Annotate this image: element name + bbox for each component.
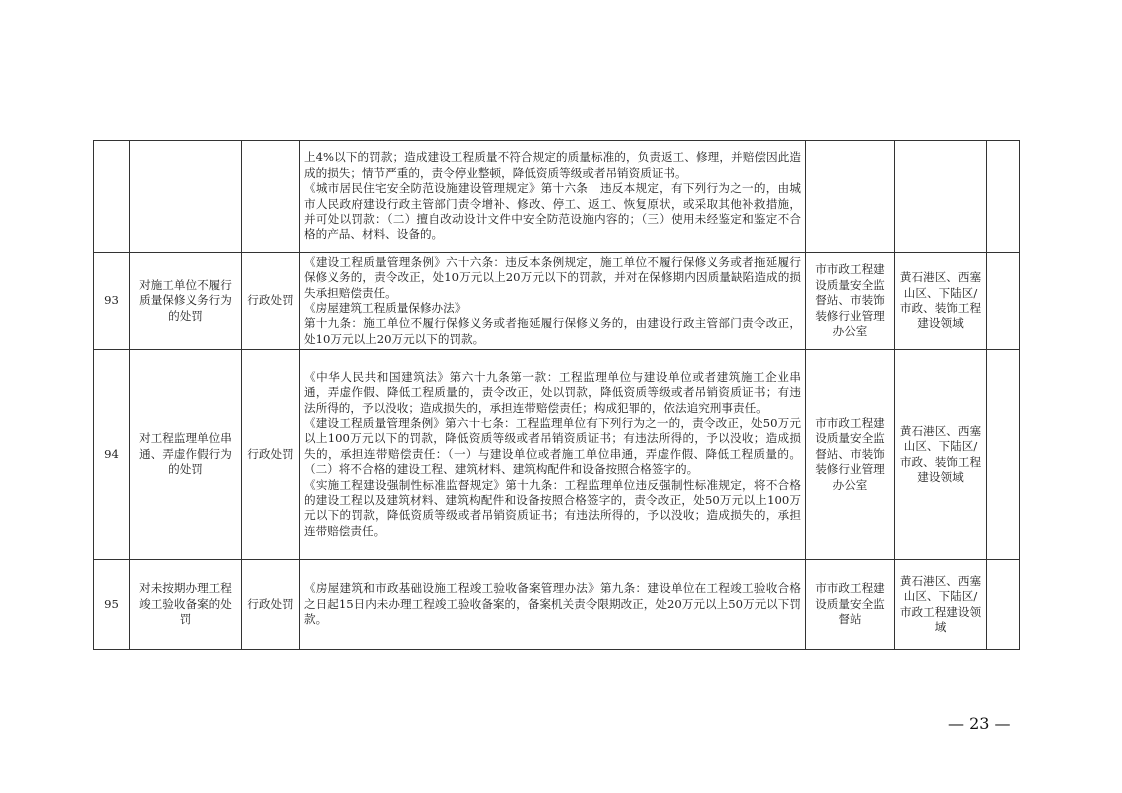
penalty-table bbox=[93, 140, 1020, 650]
department-cell bbox=[806, 141, 895, 253]
table-row bbox=[94, 560, 1020, 650]
legal-basis-paragraph: 《房屋建筑工程质量保修办法》 bbox=[304, 301, 467, 315]
row-number-cell: 95 bbox=[94, 560, 130, 650]
row-number-cell: 93 bbox=[94, 253, 130, 350]
jurisdiction-cell: 黄石港区、西塞山区、下陆区/市政、装饰工程建设领域 bbox=[895, 253, 987, 350]
row-number-cell bbox=[94, 141, 130, 253]
jurisdiction-cell bbox=[895, 141, 987, 253]
legal-basis-cell bbox=[300, 560, 806, 650]
legal-basis-paragraph: 《中华人民共和国建筑法》第六十九条第一款：工程监理单位与建设单位或者建筑施工企业串通，弄虚作假、降低工程质量的，责令改正，处以罚款，降低资质等级或者吊销资质证书；有违法所得的，予以没收；造成损失的，承担连带赔偿责任；构成犯罪的，依法追究刑事责任。 bbox=[304, 369, 801, 415]
item-type-cell: 行政处罚 bbox=[242, 560, 300, 650]
item-name-cell: 对施工单位不履行质量保修义务行为的处罚 bbox=[130, 253, 242, 350]
legal-basis-cell bbox=[300, 253, 806, 350]
legal-basis-paragraph: 上4%以下的罚款；造成建设工程质量不符合规定的质量标准的，负责返工、修理，并赔偿因此造成的损失；情节严重的，责令停业整顿，降低资质等级或者吊销资质证书。 bbox=[304, 150, 801, 180]
legal-basis-paragraph: 第十九条：施工单位不履行保修义务或者拖延履行保修义务的，由建设行政主管部门责令改正，处10万元以上20万元以下的罚款。 bbox=[304, 316, 801, 346]
legal-basis-cell bbox=[300, 141, 806, 253]
item-type-cell bbox=[242, 141, 300, 253]
legal-basis-paragraph: 《建设工程质量管理条例》六十六条：违反本条例规定，施工单位不履行保修义务或者拖延履行保修义务的，责令改正，处10万元以上20万元以下的罚款，并对在保修期内因质量缺陷造成的损失承担赔偿责任。 bbox=[304, 254, 801, 300]
department-cell: 市市政工程建设质量安全监督站、市装饰装修行业管理办公室 bbox=[806, 253, 895, 350]
legal-basis-paragraph: 《实施工程建设强制性标准监督规定》第十九条：工程监理单位违反强制性标准规定，将不合格的建设工程以及建筑材料、建筑构配件和设备按照合格签字的，责令改正，处50万元以上100万元以下的罚款，降低资质等级或者吊销资质证书；有违法所得的，予以没收；造成损失的，承担连带赔偿责任。 bbox=[304, 477, 801, 538]
page-number: — 23 — bbox=[948, 714, 1011, 733]
jurisdiction-cell: 黄石港区、西塞山区、下陆区/市政、装饰工程建设领域 bbox=[895, 350, 987, 560]
item-type-cell: 行政处罚 bbox=[242, 350, 300, 560]
remark-cell bbox=[987, 560, 1020, 650]
remark-cell bbox=[987, 253, 1020, 350]
item-type-cell: 行政处罚 bbox=[242, 253, 300, 350]
table-row bbox=[94, 253, 1020, 350]
legal-basis-paragraph: 《房屋建筑和市政基础设施工程竣工验收备案管理办法》第九条：建设单位在工程竣工验收合格之日起15日内未办理工程竣工验收备案的，备案机关责令限期改正，处20万元以上50万元以下罚款。 bbox=[304, 581, 801, 627]
legal-basis-cell bbox=[300, 350, 806, 560]
legal-basis-paragraph: 《城市居民住宅安全防范设施建设管理规定》第十六条 违反本规定，有下列行为之一的，由城市人民政府建设行政主管部门责令增补、修改、停工、返工、恢复原状，或采取其他补救措施，并可处以罚款：（二）擅自改动设计文件中安全防范设施内容的；（三）使用未经鉴定和鉴定不合格的产品、材料、设备的。 bbox=[304, 181, 801, 242]
item-name-cell: 对工程监理单位串通、弄虚作假行为的处罚 bbox=[130, 350, 242, 560]
table-row bbox=[94, 141, 1020, 253]
jurisdiction-cell: 黄石港区、西塞山区、下陆区/市政工程建设领域 bbox=[895, 560, 987, 650]
table-row bbox=[94, 350, 1020, 560]
row-number-cell: 94 bbox=[94, 350, 130, 560]
item-name-cell bbox=[130, 141, 242, 253]
item-name-cell: 对未按期办理工程竣工验收备案的处罚 bbox=[130, 560, 242, 650]
department-cell: 市市政工程建设质量安全监督站 bbox=[806, 560, 895, 650]
remark-cell bbox=[987, 350, 1020, 560]
legal-basis-paragraph: 《建设工程质量管理条例》第六十七条：工程监理单位有下列行为之一的，责令改正，处50万元以上100万元以下的罚款，降低资质等级或者吊销资质证书；有违法所得的，予以没收；造成损失的，承担连带赔偿责任：（一）与建设单位或者施工单位串通，弄虚作假、降低工程质量的。（二）将不合格的建设工程、建筑材料、建筑构配件和设备按照合格签字的。 bbox=[304, 415, 801, 477]
department-cell: 市市政工程建设质量安全监督站、市装饰装修行业管理办公室 bbox=[806, 350, 895, 560]
remark-cell bbox=[987, 141, 1020, 253]
